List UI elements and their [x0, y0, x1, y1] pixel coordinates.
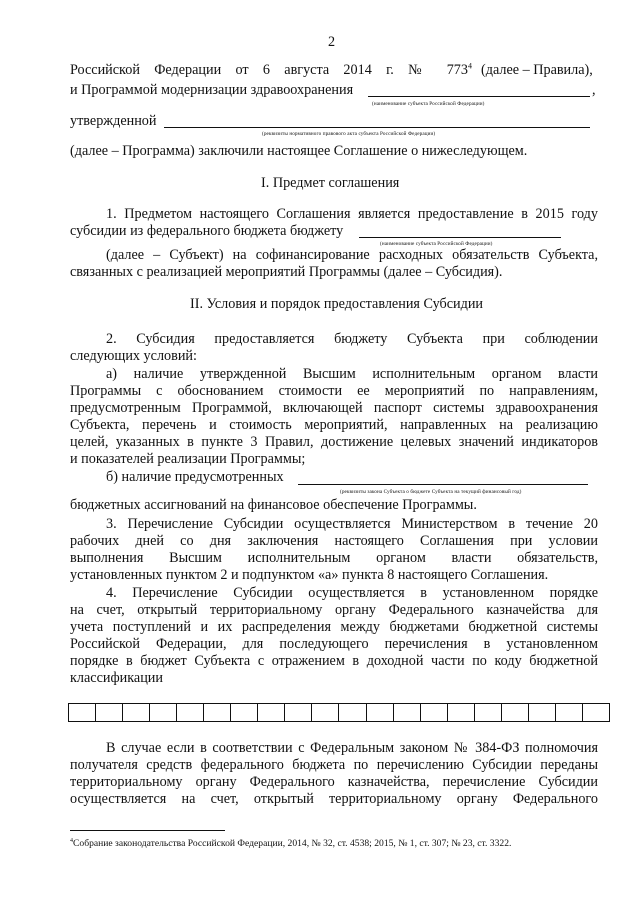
code-cell[interactable] — [394, 704, 421, 721]
caption-act: (реквизиты нормативного правового акта субъекта Российской Федерации) — [262, 131, 436, 137]
section2-p4-line3: учета поступлений и их распределения между бюджетами бюджетной системы — [70, 619, 598, 635]
code-cell[interactable] — [204, 704, 231, 721]
section1-p1-line3: (далее – Субъект) на софинансирование расходных обязательств Субъекта, — [106, 247, 598, 263]
section2-a-line4: Субъекта, перечень и стоимость мероприятий, направленных на реализацию — [70, 417, 598, 433]
section1-p1-line2: субсидии из федерального бюджета бюджету — [70, 223, 344, 239]
section2-a-line5: целей, указанных в пункте 3 Правил, достижение целевых значений индикаторов — [70, 434, 598, 450]
code-cell[interactable] — [421, 704, 448, 721]
code-cell[interactable] — [448, 704, 475, 721]
section2-heading: II. Условия и порядок предоставления Субсидии — [190, 296, 484, 312]
code-cell[interactable] — [96, 704, 123, 721]
section2-p3-line3: выполнения Высшим исполнительным органом власти обязательств, — [70, 550, 598, 566]
section2-p3-line4: установленных пунктом 2 и подпунктом «а» пункта 8 настоящего Соглашения. — [70, 567, 549, 583]
code-cell[interactable] — [556, 704, 583, 721]
code-cell[interactable] — [150, 704, 177, 721]
page-number: 2 — [328, 34, 336, 50]
intro-line1 — [70, 62, 472, 79]
caption-subject-name: (наименование субъекта Российской Федерации) — [372, 101, 485, 107]
code-cell[interactable] — [502, 704, 529, 721]
section2-a-line2: Программы с обоснованием стоимости ее мероприятий по направлениям, — [70, 383, 598, 399]
footnote-ref: 4 — [468, 61, 472, 71]
section2-a-line6: и показателей реализации Программы; — [70, 451, 306, 467]
footnote-text: Собрание законодательства Российской Федерации, 2014, № 32, ст. 4538; 2015, № 1, ст. 307; № 23, ст. 3322. — [73, 838, 512, 849]
intro-line3: утвержденной — [70, 113, 157, 129]
section2-p4-line2: на счет, открытый территориальному органу Федерального казначейства для — [70, 602, 598, 618]
section2-p5-line2: получателя средств федерального бюджета по перечислению Субсидии переданы — [70, 757, 598, 773]
code-cell[interactable] — [231, 704, 258, 721]
section2-p4-line4: Российской Федерации, для последующего перечисления в установленном — [70, 636, 598, 652]
intro-line2: и Программой модернизации здравоохранения — [70, 82, 354, 98]
code-cell[interactable] — [123, 704, 150, 721]
act-details-field[interactable] — [164, 127, 590, 128]
budget-name-field[interactable] — [359, 237, 561, 238]
section1-p1-line4: связанных с реализацией мероприятий Программы (далее – Субсидия). — [70, 264, 503, 280]
section1-p1-line1: 1. Предметом настоящего Соглашения является предоставление в 2015 году — [106, 206, 598, 222]
section2-p3-line2: рабочих дней со дня заключения настоящего Соглашения при условии — [70, 533, 598, 549]
budget-classification-code-grid[interactable] — [68, 703, 610, 722]
section1-heading: I. Предмет соглашения — [261, 175, 400, 191]
section2-p5-line3: территориальному органу Федерального казначейства, перечисление Субсидии — [70, 774, 598, 790]
footnote-separator — [70, 830, 225, 831]
code-cell[interactable] — [367, 704, 394, 721]
code-cell[interactable] — [177, 704, 204, 721]
intro-line1-text: Российской Федерации от 6 августа 2014 г. № 773 — [70, 62, 468, 78]
footnote — [70, 838, 511, 849]
code-cell[interactable] — [529, 704, 556, 721]
law-details-field[interactable] — [298, 484, 588, 485]
footnote-mark: 4 — [70, 837, 73, 844]
caption-budget: (наименование субъекта Российской Федерации) — [380, 241, 493, 247]
code-cell[interactable] — [69, 704, 96, 721]
section2-b-line2: бюджетных ассигнований на финансовое обеспечение Программы. — [70, 497, 477, 513]
section2-p4-line1: 4. Перечисление Субсидии осуществляется в установленном порядке — [106, 585, 598, 601]
subject-name-field[interactable] — [368, 96, 590, 97]
code-cell[interactable] — [285, 704, 312, 721]
section2-p2-line1: 2. Субсидия предоставляется бюджету Субъекта при соблюдении — [106, 331, 598, 347]
section2-b-line1: б) наличие предусмотренных — [106, 469, 284, 485]
section2-a-line3: предусмотренным Программой, включающей паспорт системы здравоохранения — [70, 400, 598, 416]
code-cell[interactable] — [339, 704, 366, 721]
section2-p4-line6: классификации — [70, 670, 163, 686]
section2-a-line1: а) наличие утвержденной Высшим исполнительным органом власти — [106, 366, 598, 382]
section2-p5-line4: осуществляется на счет, открытый территориальному органу Федерального — [70, 791, 598, 807]
section2-p4-line5: порядке в бюджет Субъекта с отражением в доходной части по коду бюджетной — [70, 653, 598, 669]
code-cell[interactable] — [475, 704, 502, 721]
code-cell[interactable] — [583, 704, 609, 721]
code-cell[interactable] — [258, 704, 285, 721]
section2-p5-line1: В случае если в соответствии с Федеральным законом № 384-ФЗ полномочия — [106, 740, 598, 756]
code-cell[interactable] — [312, 704, 339, 721]
caption-law: (реквизиты закона Субъекта о бюджете Субъекта на текущий финансовый год) — [340, 489, 522, 495]
intro-line1-right: (далее – Правила), — [481, 62, 593, 78]
intro-line2-end: , — [592, 82, 596, 98]
section2-p2-line2: следующих условий: — [70, 348, 197, 364]
section2-p3-line1: 3. Перечисление Субсидии осуществляется Министерством в течение 20 — [106, 516, 598, 532]
intro-line4: (далее – Программа) заключили настоящее Соглашение о нижеследующем. — [70, 143, 528, 159]
